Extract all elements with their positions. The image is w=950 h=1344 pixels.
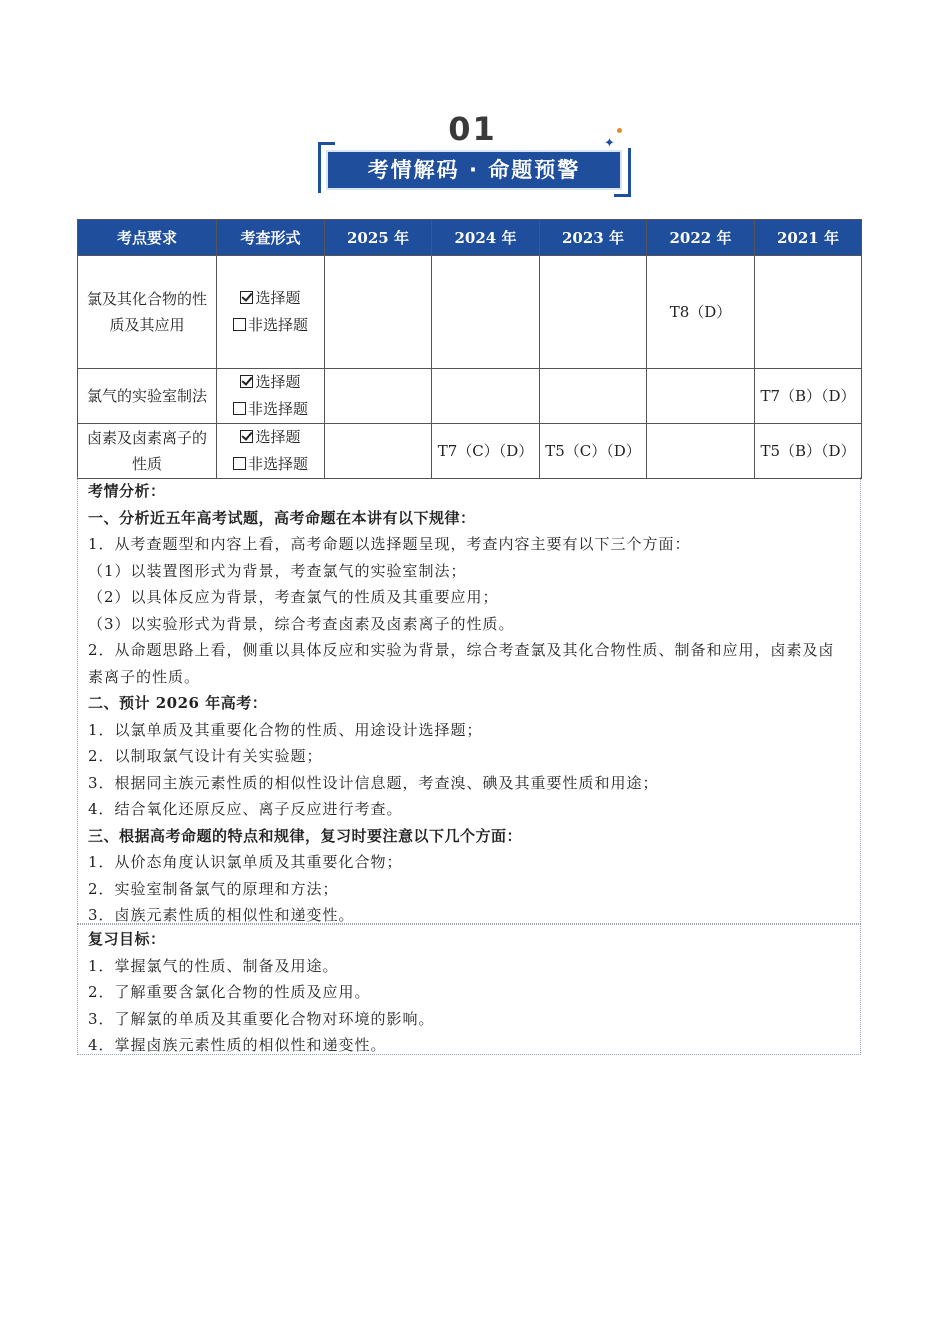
goals-item: 3．了解氯的单质及其重要化合物对环境的影响。	[88, 1009, 435, 1028]
cell-2022	[647, 424, 755, 479]
option-label: 选择题	[255, 373, 301, 391]
cell-2025	[325, 369, 432, 424]
topic-cell: 卤素及卤素离子的性质	[78, 424, 217, 479]
analysis-s2-title: 二、预计 2026 年高考：	[88, 694, 268, 712]
dot-icon	[617, 128, 622, 133]
header-form: 考查形式	[217, 220, 325, 256]
form-cell	[217, 256, 325, 369]
option-choice	[221, 424, 320, 451]
checkbox-checked-icon	[240, 375, 253, 388]
cell-2023	[540, 256, 647, 369]
option-nonchoice	[221, 396, 320, 423]
header-2023: 2023 年	[540, 220, 647, 256]
analysis-title: 考情分析：	[88, 482, 166, 500]
option-choice	[221, 369, 320, 396]
goals-title: 复习目标：	[88, 930, 166, 948]
analysis-s1-title: 一、分析近五年高考试题，高考命题在本讲有以下规律：	[88, 508, 476, 527]
cell-2024	[432, 369, 540, 424]
analysis-s3-title: 三、根据高考命题的特点和规律，复习时要注意以下几个方面：	[88, 826, 523, 845]
analysis-section	[77, 477, 861, 924]
analysis-s2-item: 1．以氯单质及其重要化合物的性质、用途设计选择题；	[88, 720, 483, 739]
topic-cell: 氯及其化合物的性质及其应用	[78, 256, 217, 369]
analysis-s3-item: 3．卤族元素性质的相似性和递变性。	[88, 906, 355, 924]
checkbox-empty-icon	[233, 457, 246, 470]
exam-table	[77, 219, 862, 479]
sparkle-icon: ✦	[604, 136, 615, 151]
section-title: 考情解码 · 命题预警	[367, 158, 581, 182]
analysis-s2-item: 2．以制取氯气设计有关实验题；	[88, 747, 323, 765]
cell-2023	[540, 369, 647, 424]
option-label: 非选择题	[247, 400, 308, 418]
cell-2021: T5（B）（D）	[755, 424, 862, 479]
table-row	[78, 424, 862, 479]
analysis-s3-item: 2．实验室制备氯气的原理和方法；	[88, 879, 339, 898]
checkbox-empty-icon	[233, 318, 246, 331]
goals-section	[77, 924, 861, 1055]
analysis-s1-item: （2）以具体反应为背景，考查氯气的性质及其重要应用；	[88, 588, 499, 606]
cell-2025	[325, 256, 432, 369]
option-label: 选择题	[255, 289, 301, 307]
analysis-s1-item: 2．从命题思路上看，侧重以具体反应和实验为背景，综合考查氯及其化合物性质、制备和应用，卤素及卤素离子的性质。	[88, 641, 835, 686]
header-2024: 2024 年	[432, 220, 540, 256]
cell-2021	[755, 256, 862, 369]
cell-2023: T5（C）（D）	[540, 424, 647, 479]
analysis-s1-item: （3）以实验形式为背景，综合考查卤素及卤素离子的性质。	[88, 614, 515, 633]
analysis-s3-item: 1．从价态角度认识氯单质及其重要化合物；	[88, 853, 403, 871]
section-banner	[326, 150, 622, 190]
cell-2024: T7（C）（D）	[432, 424, 540, 479]
goals-item: 4．掌握卤族元素性质的相似性和递变性。	[88, 1036, 387, 1054]
analysis-s1-item: 1．从考查题型和内容上看，高考命题以选择题呈现，考查内容主要有以下三个方面：	[88, 535, 691, 553]
cell-2021: T7（B）（D）	[755, 369, 862, 424]
table-row	[78, 369, 862, 424]
option-label: 非选择题	[247, 455, 308, 473]
goals-item: 1．掌握氯气的性质、制备及用途。	[88, 956, 339, 975]
header-topic: 考点要求	[78, 220, 217, 256]
header-2021: 2021 年	[755, 220, 862, 256]
option-nonchoice	[221, 312, 320, 339]
header-2025: 2025 年	[325, 220, 432, 256]
option-label: 非选择题	[247, 316, 308, 334]
form-cell	[217, 424, 325, 479]
section-number: 01	[448, 110, 497, 148]
checkbox-checked-icon	[240, 291, 253, 304]
table-row	[78, 256, 862, 369]
checkbox-checked-icon	[240, 430, 253, 443]
goals-item: 2．了解重要含氯化合物的性质及应用。	[88, 983, 371, 1001]
analysis-s2-item: 3．根据同主族元素性质的相似性设计信息题，考查溴、碘及其重要性质和用途；	[88, 773, 659, 792]
cell-2022	[647, 369, 755, 424]
topic-cell: 氯气的实验室制法	[78, 369, 217, 424]
analysis-s2-item: 4．结合氧化还原反应、离子反应进行考查。	[88, 800, 403, 818]
option-label: 选择题	[255, 428, 301, 446]
analysis-s1-item: （1）以装置图形式为背景，考查氯气的实验室制法；	[88, 561, 467, 580]
header-2022: 2022 年	[647, 220, 755, 256]
option-nonchoice	[221, 451, 320, 478]
cell-2022: T8（D）	[647, 256, 755, 369]
option-choice	[221, 285, 320, 312]
cell-2024	[432, 256, 540, 369]
table-header-row	[78, 220, 862, 256]
checkbox-empty-icon	[233, 402, 246, 415]
form-cell	[217, 369, 325, 424]
cell-2025	[325, 424, 432, 479]
